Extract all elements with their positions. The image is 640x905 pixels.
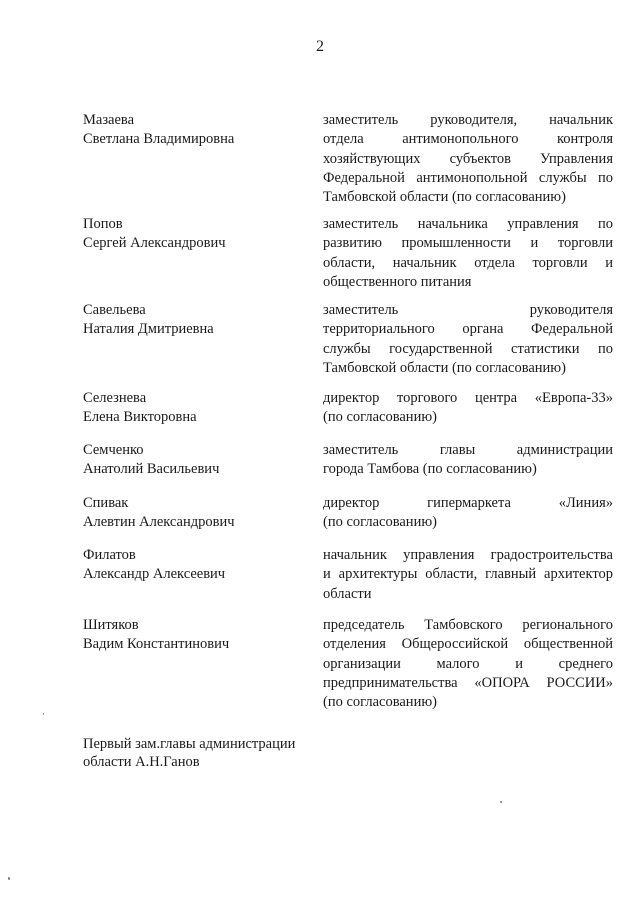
role-line: (по согласованию) xyxy=(323,409,437,426)
member-given-name: Елена Викторовна xyxy=(83,409,197,425)
member-role xyxy=(323,111,613,207)
role-line: (по согласованию) xyxy=(323,514,437,531)
member-given-name: Сергей Александрович xyxy=(83,235,226,251)
member-surname: Спивак xyxy=(83,495,129,511)
role-line: председатель Тамбовского регионального xyxy=(323,617,613,633)
role-line: заместитель главы администрации xyxy=(323,442,613,458)
role-line: территориального органа Федеральной xyxy=(323,321,613,338)
member-given-name: Анатолий Васильевич xyxy=(83,461,220,477)
role-line: заместитель руководителя xyxy=(323,302,613,318)
role-line: директор торгового центра «Европа-33» xyxy=(323,390,613,406)
member-role xyxy=(323,494,613,533)
member-name xyxy=(83,301,313,339)
member-name xyxy=(83,494,313,532)
member-given-name: Светлана Владимировна xyxy=(83,131,235,147)
role-line: города Тамбова (по согласованию) xyxy=(323,461,537,478)
member-name xyxy=(83,441,313,479)
scan-speck xyxy=(43,713,44,715)
member-role xyxy=(323,215,613,292)
member-role xyxy=(323,389,613,428)
role-line: и архитектуры области, главный архитектор xyxy=(323,566,613,583)
member-role xyxy=(323,441,613,480)
member-surname: Мазаева xyxy=(83,112,135,128)
role-line: области xyxy=(323,585,372,602)
member-given-name: Наталия Дмитриевна xyxy=(83,321,214,337)
member-role xyxy=(323,301,613,378)
role-line: хозяйствующих субъектов Управления xyxy=(323,150,613,167)
role-line: организации малого и среднего xyxy=(323,655,613,672)
member-surname: Селезнева xyxy=(83,390,147,406)
member-name xyxy=(83,215,313,253)
role-line: службы государственной статистики по xyxy=(323,340,613,357)
scan-speck xyxy=(500,801,502,803)
role-line: общественного питания xyxy=(323,273,472,290)
member-role xyxy=(323,616,613,712)
signature-name: области А.Н.Ганов xyxy=(83,754,200,770)
page-number: 2 xyxy=(316,38,324,55)
member-surname: Семченко xyxy=(83,442,144,458)
role-line: начальник управления градостроительства xyxy=(323,547,613,563)
member-given-name: Александр Алексеевич xyxy=(83,566,226,582)
signature-title: Первый зам.главы администрации xyxy=(83,736,296,752)
member-role xyxy=(323,546,613,604)
member-surname: Филатов xyxy=(83,547,136,563)
role-line: Федеральной антимонопольной службы по xyxy=(323,169,613,186)
role-line: директор гипермаркета «Линия» xyxy=(323,495,613,511)
member-name xyxy=(83,616,313,654)
role-line: Тамбовской области (по согласованию) xyxy=(323,189,566,206)
member-surname: Шитяков xyxy=(83,617,139,633)
member-surname: Попов xyxy=(83,216,123,232)
role-line: развитию промышленности и торговли xyxy=(323,235,613,252)
member-name xyxy=(83,546,313,584)
signature-block xyxy=(83,735,295,771)
role-line: заместитель руководителя, начальник xyxy=(323,112,613,128)
role-line: Тамбовской области (по согласованию) xyxy=(323,359,566,376)
role-line: отделения Общероссийской общественной xyxy=(323,636,613,653)
role-line: (по согласованию) xyxy=(323,694,437,711)
role-line: заместитель начальника управления по xyxy=(323,216,613,232)
role-line: области, начальник отдела торговли и xyxy=(323,254,613,271)
member-given-name: Вадим Константинович xyxy=(83,636,230,652)
scan-speck xyxy=(8,877,10,880)
member-name xyxy=(83,389,313,427)
role-line: отдела антимонопольного контроля xyxy=(323,131,613,148)
member-given-name: Алевтин Александрович xyxy=(83,514,235,530)
member-surname: Савельева xyxy=(83,302,146,318)
member-name xyxy=(83,111,313,149)
role-line: предпринимательства «ОПОРА РОССИИ» xyxy=(323,674,613,691)
